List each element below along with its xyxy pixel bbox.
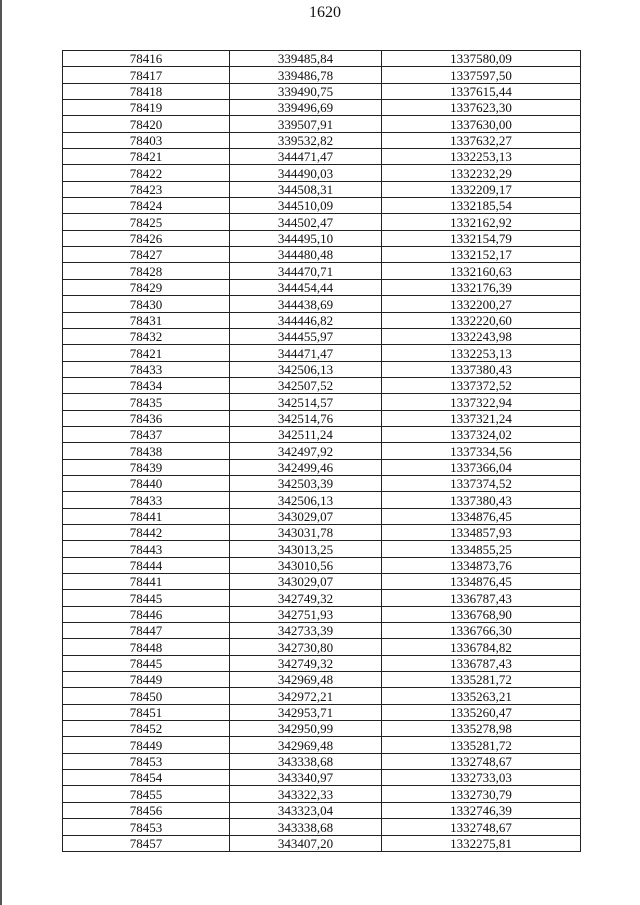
table-row <box>63 672 581 688</box>
x-coordinate-cell: 342506,13 <box>230 492 382 508</box>
x-coordinate-cell: 342506,13 <box>230 361 382 377</box>
y-coordinate-cell: 1337615,44 <box>382 83 581 99</box>
y-coordinate-cell: 1332160,63 <box>382 263 581 279</box>
point-number-cell: 78445 <box>63 590 230 606</box>
x-coordinate-cell: 343031,78 <box>230 524 382 540</box>
y-coordinate-cell: 1332162,92 <box>382 214 581 230</box>
point-number-cell: 78443 <box>63 541 230 557</box>
y-coordinate-cell: 1337380,43 <box>382 361 581 377</box>
table-row <box>63 835 581 851</box>
table-row <box>63 426 581 442</box>
x-coordinate-cell: 344471,47 <box>230 345 382 361</box>
y-coordinate-cell: 1336784,82 <box>382 639 581 655</box>
x-coordinate-cell: 344438,69 <box>230 296 382 312</box>
point-number-cell: 78417 <box>63 67 230 83</box>
point-number-cell: 78440 <box>63 475 230 491</box>
x-coordinate-cell: 343029,07 <box>230 508 382 524</box>
point-number-cell: 78436 <box>63 410 230 426</box>
x-coordinate-cell: 342950,99 <box>230 721 382 737</box>
x-coordinate-cell: 344495,10 <box>230 230 382 246</box>
y-coordinate-cell: 1332275,81 <box>382 835 581 851</box>
y-coordinate-cell: 1337630,00 <box>382 116 581 132</box>
table-row <box>63 198 581 214</box>
table-row <box>63 377 581 393</box>
point-number-cell: 78428 <box>63 263 230 279</box>
x-coordinate-cell: 343407,20 <box>230 835 382 851</box>
y-coordinate-cell: 1332152,17 <box>382 247 581 263</box>
point-number-cell: 78426 <box>63 230 230 246</box>
table-row <box>63 802 581 818</box>
table-row <box>63 394 581 410</box>
y-coordinate-cell: 1337380,43 <box>382 492 581 508</box>
x-coordinate-cell: 343338,68 <box>230 819 382 835</box>
point-number-cell: 78420 <box>63 116 230 132</box>
y-coordinate-cell: 1332220,60 <box>382 312 581 328</box>
table-row <box>63 459 581 475</box>
x-coordinate-cell: 342730,80 <box>230 639 382 655</box>
x-coordinate-cell: 339507,91 <box>230 116 382 132</box>
point-number-cell: 78449 <box>63 672 230 688</box>
table-row <box>63 328 581 344</box>
table-row <box>63 312 581 328</box>
y-coordinate-cell: 1337623,30 <box>382 100 581 116</box>
x-coordinate-cell: 342514,76 <box>230 410 382 426</box>
table-row <box>63 590 581 606</box>
x-coordinate-cell: 343323,04 <box>230 802 382 818</box>
x-coordinate-cell: 342511,24 <box>230 426 382 442</box>
table-row <box>63 116 581 132</box>
y-coordinate-cell: 1332748,67 <box>382 819 581 835</box>
x-coordinate-cell: 342503,39 <box>230 475 382 491</box>
y-coordinate-cell: 1332209,17 <box>382 181 581 197</box>
point-number-cell: 78446 <box>63 606 230 622</box>
table-row <box>63 688 581 704</box>
y-coordinate-cell: 1336787,43 <box>382 590 581 606</box>
point-number-cell: 78421 <box>63 345 230 361</box>
point-number-cell: 78424 <box>63 198 230 214</box>
table-row <box>63 786 581 802</box>
table-row <box>63 67 581 83</box>
point-number-cell: 78448 <box>63 639 230 655</box>
point-number-cell: 78403 <box>63 132 230 148</box>
point-number-cell: 78455 <box>63 786 230 802</box>
x-coordinate-cell: 342749,32 <box>230 655 382 671</box>
point-number-cell: 78419 <box>63 100 230 116</box>
y-coordinate-cell: 1332176,39 <box>382 279 581 295</box>
y-coordinate-cell: 1334855,25 <box>382 541 581 557</box>
table-row <box>63 165 581 181</box>
y-coordinate-cell: 1334873,76 <box>382 557 581 573</box>
y-coordinate-cell: 1335260,47 <box>382 704 581 720</box>
point-number-cell: 78422 <box>63 165 230 181</box>
x-coordinate-cell: 342972,21 <box>230 688 382 704</box>
table-row <box>63 623 581 639</box>
table-row <box>63 345 581 361</box>
table-row <box>63 655 581 671</box>
table-row <box>63 704 581 720</box>
x-coordinate-cell: 344455,97 <box>230 328 382 344</box>
point-number-cell: 78442 <box>63 524 230 540</box>
point-number-cell: 78453 <box>63 819 230 835</box>
scan-edge <box>0 0 2 905</box>
point-number-cell: 78454 <box>63 770 230 786</box>
y-coordinate-cell: 1337632,27 <box>382 132 581 148</box>
x-coordinate-cell: 339490,75 <box>230 83 382 99</box>
x-coordinate-cell: 342749,32 <box>230 590 382 606</box>
x-coordinate-cell: 339496,69 <box>230 100 382 116</box>
y-coordinate-cell: 1337334,56 <box>382 443 581 459</box>
y-coordinate-cell: 1332232,29 <box>382 165 581 181</box>
point-number-cell: 78441 <box>63 574 230 590</box>
point-number-cell: 78429 <box>63 279 230 295</box>
table-row <box>63 639 581 655</box>
y-coordinate-cell: 1336768,90 <box>382 606 581 622</box>
y-coordinate-cell: 1335278,98 <box>382 721 581 737</box>
table-row <box>63 51 581 67</box>
table-row <box>63 524 581 540</box>
y-coordinate-cell: 1332253,13 <box>382 345 581 361</box>
table-row <box>63 443 581 459</box>
x-coordinate-cell: 342499,46 <box>230 459 382 475</box>
x-coordinate-cell: 343322,33 <box>230 786 382 802</box>
point-number-cell: 78444 <box>63 557 230 573</box>
y-coordinate-cell: 1332746,39 <box>382 802 581 818</box>
x-coordinate-cell: 339486,78 <box>230 67 382 83</box>
x-coordinate-cell: 342507,52 <box>230 377 382 393</box>
point-number-cell: 78437 <box>63 426 230 442</box>
table-row <box>63 132 581 148</box>
table-row <box>63 279 581 295</box>
coordinates-table <box>62 50 581 852</box>
x-coordinate-cell: 342733,39 <box>230 623 382 639</box>
point-number-cell: 78449 <box>63 737 230 753</box>
y-coordinate-cell: 1334876,45 <box>382 508 581 524</box>
point-number-cell: 78431 <box>63 312 230 328</box>
point-number-cell: 78441 <box>63 508 230 524</box>
page-number: 1620 <box>309 4 341 21</box>
x-coordinate-cell: 344508,31 <box>230 181 382 197</box>
x-coordinate-cell: 344490,03 <box>230 165 382 181</box>
y-coordinate-cell: 1337322,94 <box>382 394 581 410</box>
x-coordinate-cell: 342497,92 <box>230 443 382 459</box>
x-coordinate-cell: 342514,57 <box>230 394 382 410</box>
table-row <box>63 230 581 246</box>
table-row <box>63 83 581 99</box>
table-row <box>63 410 581 426</box>
x-coordinate-cell: 344471,47 <box>230 149 382 165</box>
table-row <box>63 361 581 377</box>
y-coordinate-cell: 1336787,43 <box>382 655 581 671</box>
x-coordinate-cell: 342953,71 <box>230 704 382 720</box>
x-coordinate-cell: 343010,56 <box>230 557 382 573</box>
table-row <box>63 100 581 116</box>
point-number-cell: 78439 <box>63 459 230 475</box>
point-number-cell: 78418 <box>63 83 230 99</box>
y-coordinate-cell: 1332733,03 <box>382 770 581 786</box>
point-number-cell: 78447 <box>63 623 230 639</box>
table-row <box>63 753 581 769</box>
point-number-cell: 78456 <box>63 802 230 818</box>
y-coordinate-cell: 1332253,13 <box>382 149 581 165</box>
point-number-cell: 78451 <box>63 704 230 720</box>
y-coordinate-cell: 1337580,09 <box>382 51 581 67</box>
point-number-cell: 78423 <box>63 181 230 197</box>
table-row <box>63 508 581 524</box>
y-coordinate-cell: 1332185,54 <box>382 198 581 214</box>
y-coordinate-cell: 1337366,04 <box>382 459 581 475</box>
point-number-cell: 78421 <box>63 149 230 165</box>
point-number-cell: 78450 <box>63 688 230 704</box>
table-row <box>63 263 581 279</box>
x-coordinate-cell: 343340,97 <box>230 770 382 786</box>
y-coordinate-cell: 1335263,21 <box>382 688 581 704</box>
point-number-cell: 78430 <box>63 296 230 312</box>
table-row <box>63 721 581 737</box>
y-coordinate-cell: 1335281,72 <box>382 672 581 688</box>
table-row <box>63 606 581 622</box>
x-coordinate-cell: 339485,84 <box>230 51 382 67</box>
point-number-cell: 78438 <box>63 443 230 459</box>
y-coordinate-cell: 1334876,45 <box>382 574 581 590</box>
point-number-cell: 78425 <box>63 214 230 230</box>
x-coordinate-cell: 342751,93 <box>230 606 382 622</box>
table-row <box>63 475 581 491</box>
x-coordinate-cell: 344470,71 <box>230 263 382 279</box>
y-coordinate-cell: 1337374,52 <box>382 475 581 491</box>
x-coordinate-cell: 344502,47 <box>230 214 382 230</box>
y-coordinate-cell: 1336766,30 <box>382 623 581 639</box>
y-coordinate-cell: 1337321,24 <box>382 410 581 426</box>
x-coordinate-cell: 344510,09 <box>230 198 382 214</box>
y-coordinate-cell: 1332730,79 <box>382 786 581 802</box>
point-number-cell: 78433 <box>63 492 230 508</box>
x-coordinate-cell: 343338,68 <box>230 753 382 769</box>
point-number-cell: 78452 <box>63 721 230 737</box>
table-row <box>63 541 581 557</box>
x-coordinate-cell: 342969,48 <box>230 672 382 688</box>
point-number-cell: 78432 <box>63 328 230 344</box>
y-coordinate-cell: 1337597,50 <box>382 67 581 83</box>
x-coordinate-cell: 344480,48 <box>230 247 382 263</box>
x-coordinate-cell: 343013,25 <box>230 541 382 557</box>
x-coordinate-cell: 344454,44 <box>230 279 382 295</box>
y-coordinate-cell: 1332154,79 <box>382 230 581 246</box>
y-coordinate-cell: 1332243,98 <box>382 328 581 344</box>
x-coordinate-cell: 342969,48 <box>230 737 382 753</box>
point-number-cell: 78435 <box>63 394 230 410</box>
table-row <box>63 557 581 573</box>
y-coordinate-cell: 1332748,67 <box>382 753 581 769</box>
table-row <box>63 214 581 230</box>
table-row <box>63 247 581 263</box>
table-row <box>63 574 581 590</box>
x-coordinate-cell: 343029,07 <box>230 574 382 590</box>
y-coordinate-cell: 1335281,72 <box>382 737 581 753</box>
y-coordinate-cell: 1332200,27 <box>382 296 581 312</box>
point-number-cell: 78445 <box>63 655 230 671</box>
x-coordinate-cell: 339532,82 <box>230 132 382 148</box>
point-number-cell: 78427 <box>63 247 230 263</box>
point-number-cell: 78434 <box>63 377 230 393</box>
table-row <box>63 770 581 786</box>
table-row <box>63 492 581 508</box>
table-row <box>63 149 581 165</box>
point-number-cell: 78416 <box>63 51 230 67</box>
point-number-cell: 78433 <box>63 361 230 377</box>
y-coordinate-cell: 1337372,52 <box>382 377 581 393</box>
y-coordinate-cell: 1334857,93 <box>382 524 581 540</box>
table-row <box>63 737 581 753</box>
table-row <box>63 296 581 312</box>
table-row <box>63 819 581 835</box>
x-coordinate-cell: 344446,82 <box>230 312 382 328</box>
point-number-cell: 78453 <box>63 753 230 769</box>
point-number-cell: 78457 <box>63 835 230 851</box>
table-row <box>63 181 581 197</box>
y-coordinate-cell: 1337324,02 <box>382 426 581 442</box>
